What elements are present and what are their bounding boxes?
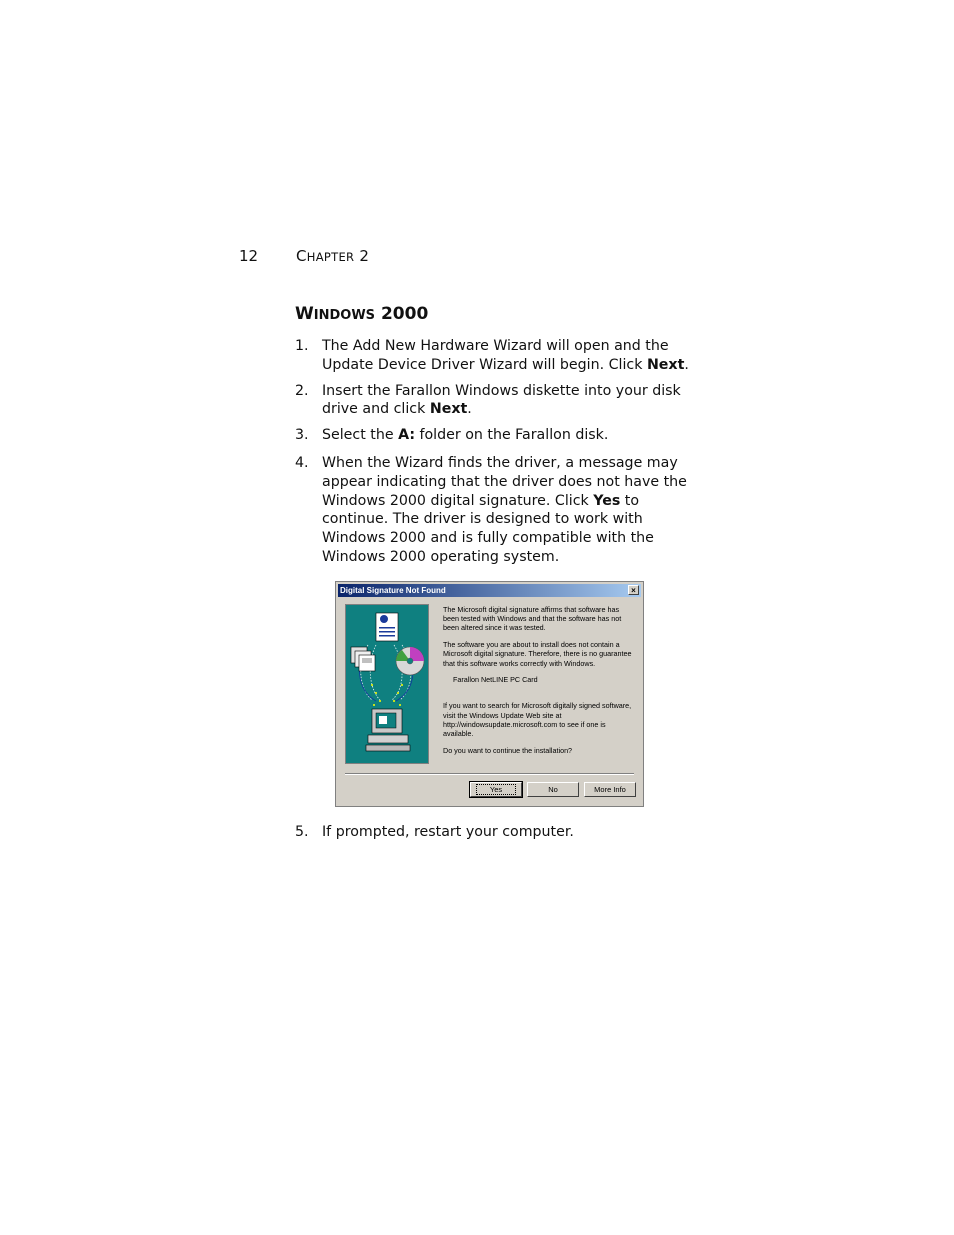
no-button[interactable]: No — [527, 782, 579, 797]
device-name: Farallon NetLINE PC Card — [453, 675, 538, 685]
close-icon: × — [631, 586, 636, 595]
step-item: 5. If prompted, restart your computer. — [295, 823, 574, 840]
wizard-illustration — [345, 604, 429, 764]
step-item: 2. Insert the Farallon Windows diskette into your disk drive and click Next. — [295, 382, 681, 418]
dialog-message: The Microsoft digital signature affirms that software has been tested with Windows and that the software has not been altered since it was tested. The software you are about to install does not contain a Microsoft digital signature. Therefore, there is no guarantee that this software works correctly with Windows. Farallon NetLINE PC Card If you want to search for Microsoft digitally signed software, visit the Windows Update Web site at http://windowsupdate.microsoft.com to see if one is available. Do you want to continue the installation? — [443, 605, 635, 762]
section-title: WINDOWS 2000 — [295, 304, 429, 324]
wizard-art-icon — [346, 605, 428, 763]
more-info-button[interactable]: More Info — [584, 782, 636, 797]
close-button[interactable] — [628, 585, 639, 595]
dialog-question: Do you want to continue the installation? — [443, 745, 573, 755]
dialog-title: Digital Signature Not Found — [340, 586, 446, 595]
step-item: 1. The Add New Hardware Wizard will open and the Update Device Driver Wizard will begin. Click Next. — [295, 338, 689, 373]
step-item: 4. When the Wizard finds the driver, a message may appear indicating that the driver does not have the Windows 2000 digital signature. Click Yes to continue. The driver is designed to work with Windows 2000 and is fully compatible with the Windows 2000 operating system. — [295, 454, 687, 565]
digital-signature-dialog — [335, 581, 644, 807]
step-item: 3. Select the A: folder on the Farallon disk. — [295, 427, 609, 444]
chapter-heading: CHAPTER 2 — [296, 247, 370, 265]
yes-button[interactable]: Yes — [470, 782, 522, 797]
page-number: 12 — [239, 247, 259, 265]
dialog-titlebar — [338, 584, 641, 597]
dialog-separator — [345, 773, 634, 775]
